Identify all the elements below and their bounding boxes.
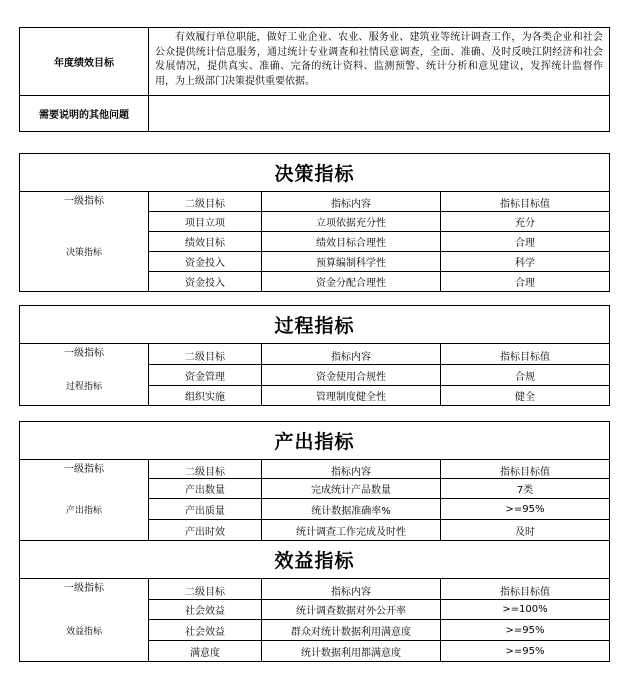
header-level2: 二级目标: [185, 199, 225, 210]
header-target: 指标目标值: [500, 466, 550, 478]
content-cell: 预算编制科学性: [316, 258, 386, 269]
section-decision: [19, 153, 610, 292]
target-cell: 7类: [516, 485, 534, 496]
header-level2: 二级目标: [185, 587, 225, 598]
header-content: 指标内容: [331, 351, 371, 363]
content-cell: 立项依据充分性: [316, 218, 386, 229]
section-output-benefit: [19, 421, 610, 662]
target-cell: 合理: [515, 238, 535, 249]
header-target: 指标目标值: [500, 351, 550, 363]
content-cell: 统计调查工作完成及时性: [296, 526, 406, 538]
other-issues-text: [149, 96, 609, 131]
section-title: 过程指标: [274, 315, 355, 337]
other-issues-label: 需要说明的其他问题: [39, 110, 129, 121]
content-cell: 统计数据利用都满意度: [301, 647, 401, 659]
level2-cell: 产出时效: [185, 526, 225, 538]
content-cell: 资金分配合理性: [316, 278, 386, 289]
header-target: 指标目标值: [500, 587, 550, 598]
level2-cell: 组织实施: [185, 392, 225, 403]
level2-cell: 社会效益: [185, 606, 225, 617]
header-level1: 一级指标: [64, 348, 104, 359]
target-cell: >=95%: [505, 645, 545, 657]
target-cell: 充分: [515, 218, 535, 229]
category-cell: 效益指标: [65, 627, 102, 637]
level2-cell: 资金管理: [185, 371, 225, 383]
header-target: 指标目标值: [500, 199, 550, 210]
header-level1: 一级指标: [64, 196, 104, 207]
header-level2: 二级目标: [185, 351, 225, 363]
header-content: 指标内容: [331, 466, 371, 478]
section-title: 效益指标: [274, 550, 355, 572]
annual-goal-text: 有效履行单位职能，做好工业企业、农业、服务业、建筑业等统计调查工作，为各类企业和社会公众提供统计信息服务，通过统计专业调查和社情民意调查，全面、准确、及时反映江阴经济和社会发展情况，提供真实、准确、完备的统计资料、监测预警、统计分析和意见建议，发挥统计监督作用，为上级部门决策提供重要依据。: [155, 32, 603, 87]
target-cell: >=95%: [505, 503, 545, 515]
header-level2: 二级目标: [185, 466, 225, 478]
level2-cell: 产出质量: [185, 505, 225, 517]
content-cell: 统计数据准确率%: [311, 505, 391, 517]
target-cell: 合规: [515, 371, 535, 383]
level2-cell: 资金投入: [185, 278, 225, 289]
content-cell: 绩效目标合理性: [316, 238, 386, 249]
content-cell: 群众对统计数据利用满意度: [291, 626, 411, 638]
level2-cell: 满意度: [190, 647, 220, 659]
category-cell: 决策指标: [65, 248, 102, 258]
target-cell: 合理: [515, 278, 535, 289]
level2-cell: 项目立项: [185, 218, 225, 229]
content-cell: 完成统计产品数量: [311, 485, 391, 496]
header-level1: 一级指标: [64, 464, 104, 475]
header-level1: 一级指标: [64, 583, 104, 594]
section-process: [19, 305, 610, 406]
category-cell: 过程指标: [65, 381, 102, 392]
content-cell: 管理制度健全性: [316, 392, 386, 403]
level2-cell: 资金投入: [185, 258, 225, 269]
level2-cell: 社会效益: [185, 626, 225, 638]
level2-cell: 绩效目标: [185, 238, 225, 249]
target-cell: 健全: [515, 392, 535, 403]
header-content: 指标内容: [331, 587, 371, 598]
target-cell: >=95%: [505, 624, 545, 636]
annual-goal-label: 年度绩效目标: [54, 58, 114, 69]
target-cell: 及时: [515, 526, 535, 538]
target-cell: 科学: [515, 258, 535, 269]
content-cell: 统计调查数据对外公开率: [296, 606, 406, 617]
header-content: 指标内容: [331, 199, 371, 210]
target-cell: >=100%: [502, 604, 548, 615]
category-cell: 产出指标: [65, 506, 102, 516]
section-title: 产出指标: [274, 431, 355, 453]
content-cell: 资金使用合规性: [316, 371, 386, 383]
section-title: 决策指标: [274, 163, 355, 185]
goals-block: [19, 27, 610, 132]
level2-cell: 产出数量: [185, 485, 225, 496]
